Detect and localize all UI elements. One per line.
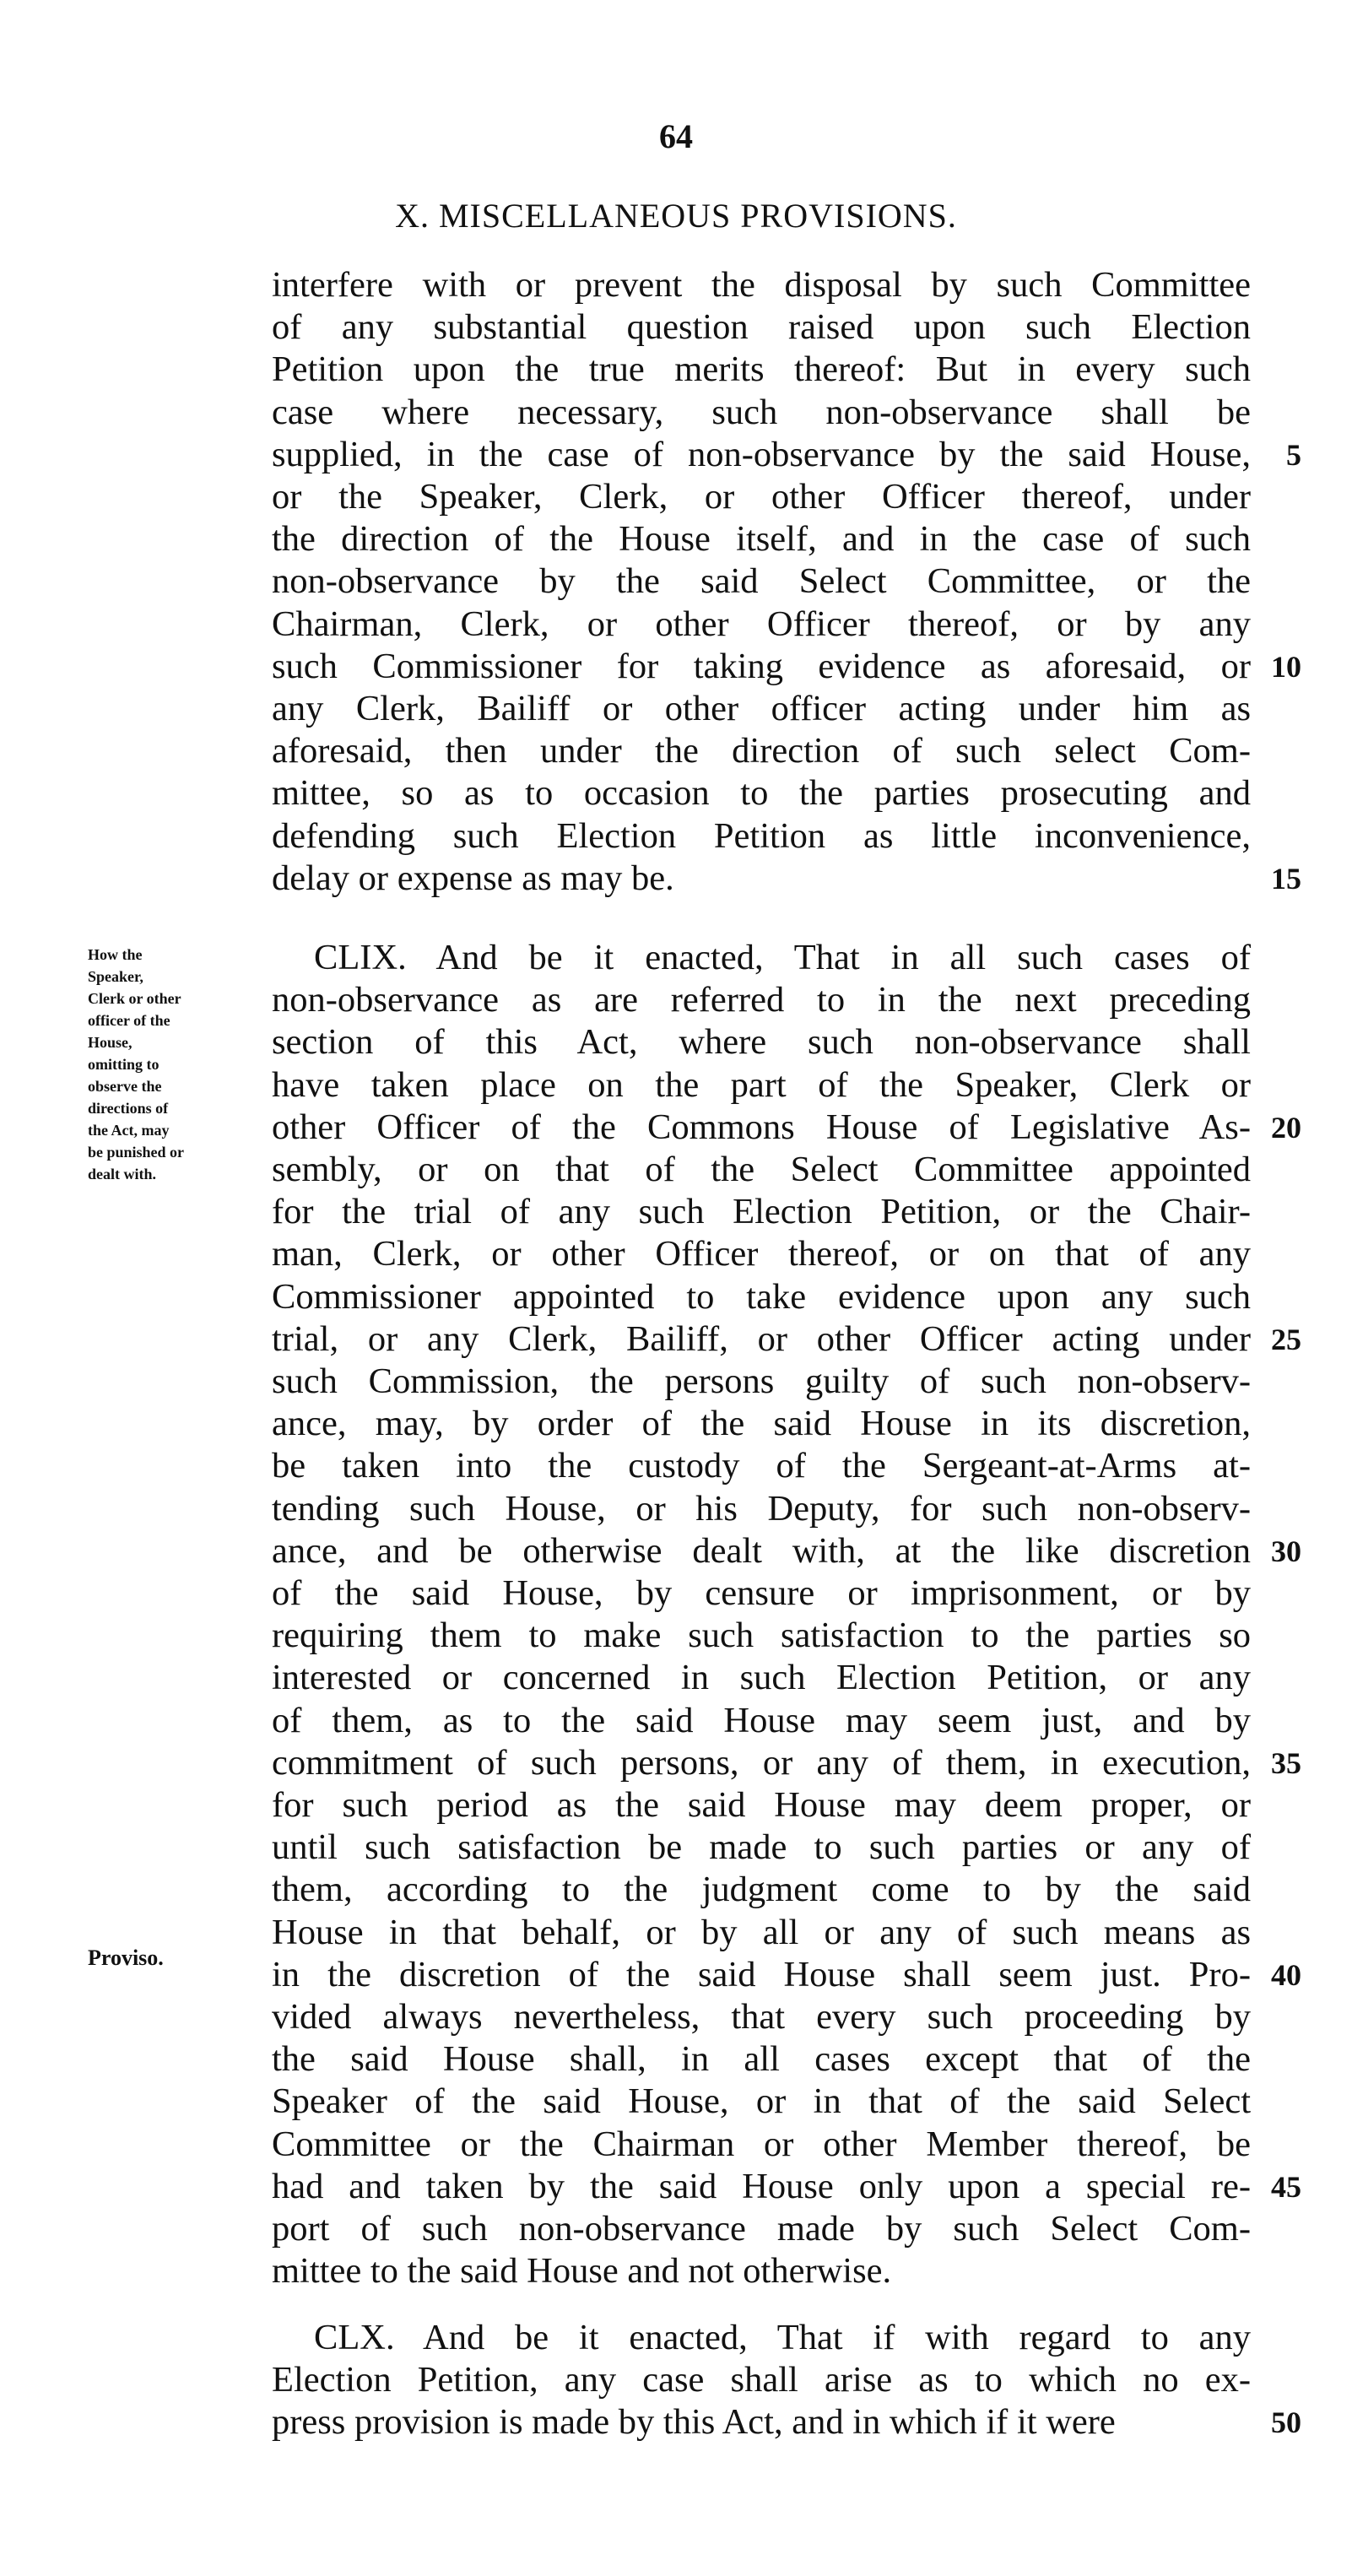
text-line: had and taken by the said House only upon a special re-	[272, 2166, 1251, 2206]
margin-note-line: the Act, may	[88, 1122, 170, 1139]
line-number: 30	[1271, 1534, 1301, 1568]
text-line: interfere with or prevent the disposal by such Committee	[272, 265, 1251, 305]
text-line: any Clerk, Bailiff or other officer acting under him as	[272, 689, 1251, 728]
margin-note-line: House,	[88, 1034, 132, 1051]
text-line: until such satisfaction be made to such parties or any of	[272, 1827, 1251, 1868]
text-line: mittee to the said House and not otherwise.	[272, 2251, 892, 2292]
text-line: mittee, so as to occasion to the parties prosecuting and	[272, 773, 1251, 814]
margin-note-line: Speaker,	[88, 968, 143, 985]
text-line: interested or concerned in such Election Petition, or any	[272, 1658, 1251, 1698]
text-line: section of this Act, where such non-observance shall	[272, 1022, 1251, 1063]
text-line: case where necessary, such non-observance shall be	[272, 392, 1251, 432]
margin-note-line: omitting to	[88, 1056, 160, 1073]
text-line: Petition upon the true merits thereof: But in every such	[272, 349, 1251, 390]
line-number: 15	[1271, 861, 1301, 896]
text-line: Speaker of the said House, or in that of the said Select	[272, 2081, 1251, 2122]
text-line: or the Speaker, Clerk, or other Officer thereof, under	[272, 477, 1251, 517]
page-number: 64	[659, 117, 693, 155]
text-line: CLX. And be it enacted, That if with regard to any	[314, 2318, 1251, 2357]
text-line: of any substantial question raised upon such Election	[272, 307, 1251, 348]
text-line: Committee or the Chairman or other Member thereof, be	[272, 2124, 1251, 2164]
text-line: House in that behalf, or by all or any of such means as	[272, 1912, 1251, 1952]
text-line: such Commission, the persons guilty of such non-observ-	[272, 1361, 1251, 1401]
text-line: such Commissioner for taking evidence as aforesaid, or	[272, 646, 1251, 686]
text-line: in the discretion of the said House shall seem just. Pro-	[272, 1954, 1251, 1994]
margin-note-line: officer of the	[88, 1012, 170, 1029]
text-line: ance, and be otherwise dealt with, at the like discretion	[272, 1530, 1251, 1571]
text-line: port of such non-observance made by such Select Com-	[272, 2209, 1251, 2249]
text-line: man, Clerk, or other Officer thereof, or on that of any	[272, 1234, 1251, 1274]
text-line: for the trial of any such Election Petition, or the Chair-	[272, 1192, 1251, 1232]
margin-note-line: How the	[88, 946, 143, 963]
line-number: 35	[1271, 1745, 1301, 1780]
text-line: Chairman, Clerk, or other Officer thereof, or by any	[272, 603, 1251, 644]
text-line: delay or expense as may be.	[272, 858, 674, 898]
line-number: 5	[1286, 437, 1301, 472]
text-line: for such period as the said House may deem proper, or	[272, 1785, 1251, 1825]
text-line: trial, or any Clerk, Bailiff, or other Officer acting under	[272, 1318, 1251, 1359]
text-line: Election Petition, any case shall arise as to which no ex-	[272, 2360, 1251, 2400]
text-line: tending such House, or his Deputy, for such non-observ-	[272, 1488, 1251, 1529]
text-line: defending such Election Petition as little inconvenience,	[272, 815, 1251, 856]
text-line: non-observance by the said Select Committee, or the	[272, 561, 1251, 602]
text-line: supplied, in the case of non-observance by the said House,	[272, 434, 1251, 474]
line-number: 20	[1271, 1110, 1301, 1145]
text-line: vided always nevertheless, that every such proceeding by	[272, 1997, 1251, 2037]
line-number: 50	[1271, 2406, 1301, 2440]
line-number: 10	[1271, 649, 1301, 684]
margin-note-line: observe the	[88, 1078, 162, 1095]
text-line: sembly, or on that of the Select Committee appointed	[272, 1150, 1251, 1189]
text-line: be taken into the custody of the Sergeant-at-Arms at-	[272, 1446, 1251, 1486]
margin-note	[88, 944, 257, 1185]
text-line: press provision is made by this Act, and in which if it were	[272, 2402, 1116, 2443]
text-line: ance, may, by order of the said House in its discretion,	[272, 1404, 1251, 1444]
text-line: CLIX. And be it enacted, That in all such cases of	[314, 938, 1251, 977]
margin-note-line: dealt with.	[88, 1166, 156, 1182]
margin-note-proviso: Proviso.	[88, 1946, 164, 1970]
text-line: of them, as to the said House may seem just, and by	[272, 1700, 1251, 1740]
text-line: non-observance as are referred to in the next preceding	[272, 980, 1251, 1020]
text-line: them, according to the judgment come to by the said	[272, 1870, 1251, 1910]
margin-note-line: directions of	[88, 1100, 169, 1117]
section-heading: X. MISCELLANEOUS PROVISIONS.	[395, 197, 957, 235]
text-line: Commissioner appointed to take evidence upon any such	[272, 1276, 1251, 1317]
line-number: 45	[1271, 2169, 1301, 2204]
text-line: requiring them to make such satisfaction to the parties so	[272, 1615, 1251, 1656]
text-line: the said House shall, in all cases except that of the	[272, 2039, 1251, 2080]
text-line: aforesaid, then under the direction of such select Com-	[272, 731, 1251, 771]
margin-note-line: be punished or	[88, 1144, 185, 1161]
text-line: other Officer of the Commons House of Legislative As-	[272, 1107, 1251, 1147]
text-line: commitment of such persons, or any of them, in execution,	[272, 1742, 1251, 1783]
text-line: the direction of the House itself, and in the case of such	[272, 519, 1251, 560]
margin-note-line: Clerk or other	[88, 990, 181, 1007]
line-number: 40	[1271, 1957, 1301, 1992]
line-number: 25	[1271, 1322, 1301, 1356]
text-line: of the said House, by censure or imprisonment, or by	[272, 1573, 1251, 1613]
text-line: have taken place on the part of the Speaker, Clerk or	[272, 1064, 1251, 1105]
